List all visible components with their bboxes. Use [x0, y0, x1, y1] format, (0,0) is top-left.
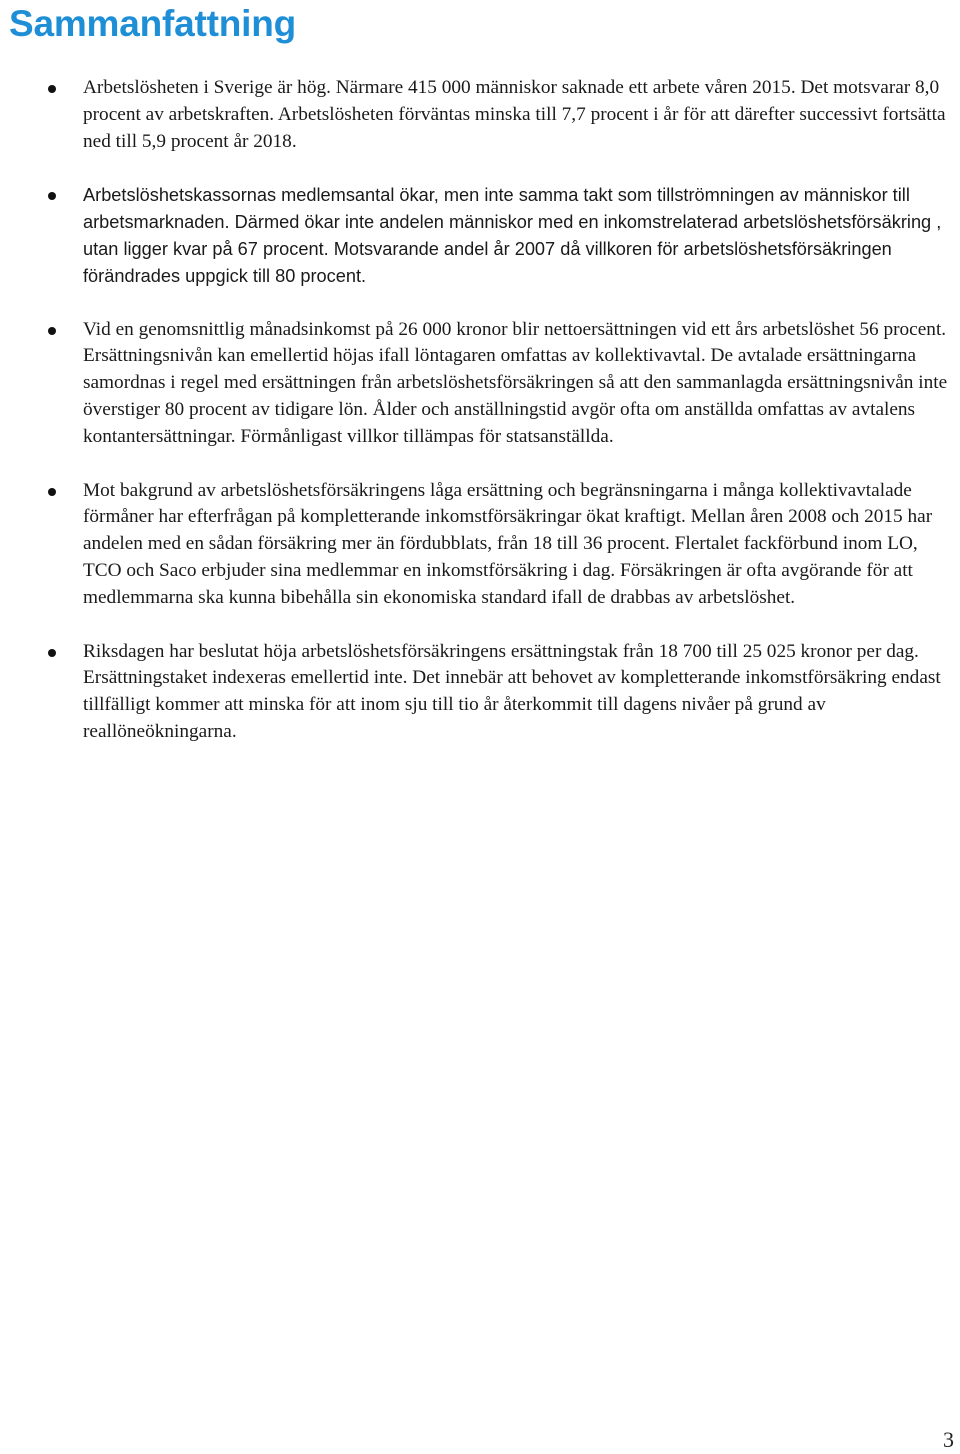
bullet-dot-icon: [48, 85, 56, 93]
bullet-dot-icon: [48, 488, 56, 496]
bullet-item-compensation-ceiling: [0, 639, 960, 746]
bullet-dot-icon: [48, 327, 56, 335]
bullet-text: Arbetslöshetskassornas medlemsantal ökar, men inte samma takt som tillströmningen av människor till arbetsmarknaden. Därmed ökar inte andelen människor med en inkomstrelaterad arbetslöshetsförsäkring , utan ligger kvar på 67 procent. Motsvarande andel år 2007 då villkoren för arbetslöshetsförsäkringen förändrades uppgick till 80 procent.: [83, 185, 942, 286]
summary-bullet-list: [0, 75, 960, 773]
bullet-item-unemployment: [0, 75, 960, 155]
bullet-item-income-insurance: [0, 478, 960, 612]
bullet-item-unemployment-funds: [0, 182, 960, 289]
bullet-text: Mot bakgrund av arbetslöshetsförsäkringens låga ersättning och begränsningarna i många kollektivavtalade förmåner har efterfrågan på kompletterande inkomstförsäkringar ökat kraftigt. Mellan åren 2008 och 2015 har andelen med en sådan försäkring mer än fördubblats, från 18 till 36 procent. Flertalet fackförbund inom LO, TCO och Saco erbjuder sina medlemmar en inkomstförsäkring i dag. Försäkringen är ofta avgörande för att medlemmarna ska kunna bibehålla sin ekonomiska standard ifall de drabbas av arbetslöshet.: [83, 479, 933, 608]
bullet-text: Vid en genomsnittlig månadsinkomst på 26 000 kronor blir nettoersättningen vid ett års arbetslöshet 56 procent. Ersättningsnivån kan emellertid höjas ifall löntagaren omfattas av kollektivavtal. De avtalade ersättningarna samordnas i regel med ersättningen från arbetslöshetsförsäkringen så att den sammanlagda ersättningsnivån inte överstiger 80 procent av tidigare lön. Ålder och anställningstid avgör ofta om anställda omfattas av avtalens kontantersättningar. Förmånligast villkor tillämpas för statsanställda.: [83, 318, 948, 447]
bullet-dot-icon: [48, 192, 56, 200]
bullet-item-net-compensation: [0, 317, 960, 451]
page-number: 3: [943, 1427, 954, 1452]
bullet-text: Riksdagen har beslutat höja arbetslöshetsförsäkringens ersättningstak från 18 700 till 25 025 kronor per dag. Ersättningstaket indexeras emellertid inte. Det innebär att behovet av kompletterande inkomstförsäkring endast tillfälligt kommer att minska för att inom sju till tio år återkommit till dagens nivåer på grund av reallöneökningarna.: [83, 640, 941, 742]
page-title: Sammanfattning: [9, 3, 297, 44]
bullet-dot-icon: [48, 649, 56, 657]
bullet-text: Arbetslösheten i Sverige är hög. Närmare 415 000 människor saknade ett arbete våren 2015. Det motsvarar 8,0 procent av arbetskraften. Arbetslösheten förväntas minska till 7,7 procent i år för att därefter successivt fortsätta ned till 5,9 procent år 2018.: [83, 77, 946, 152]
